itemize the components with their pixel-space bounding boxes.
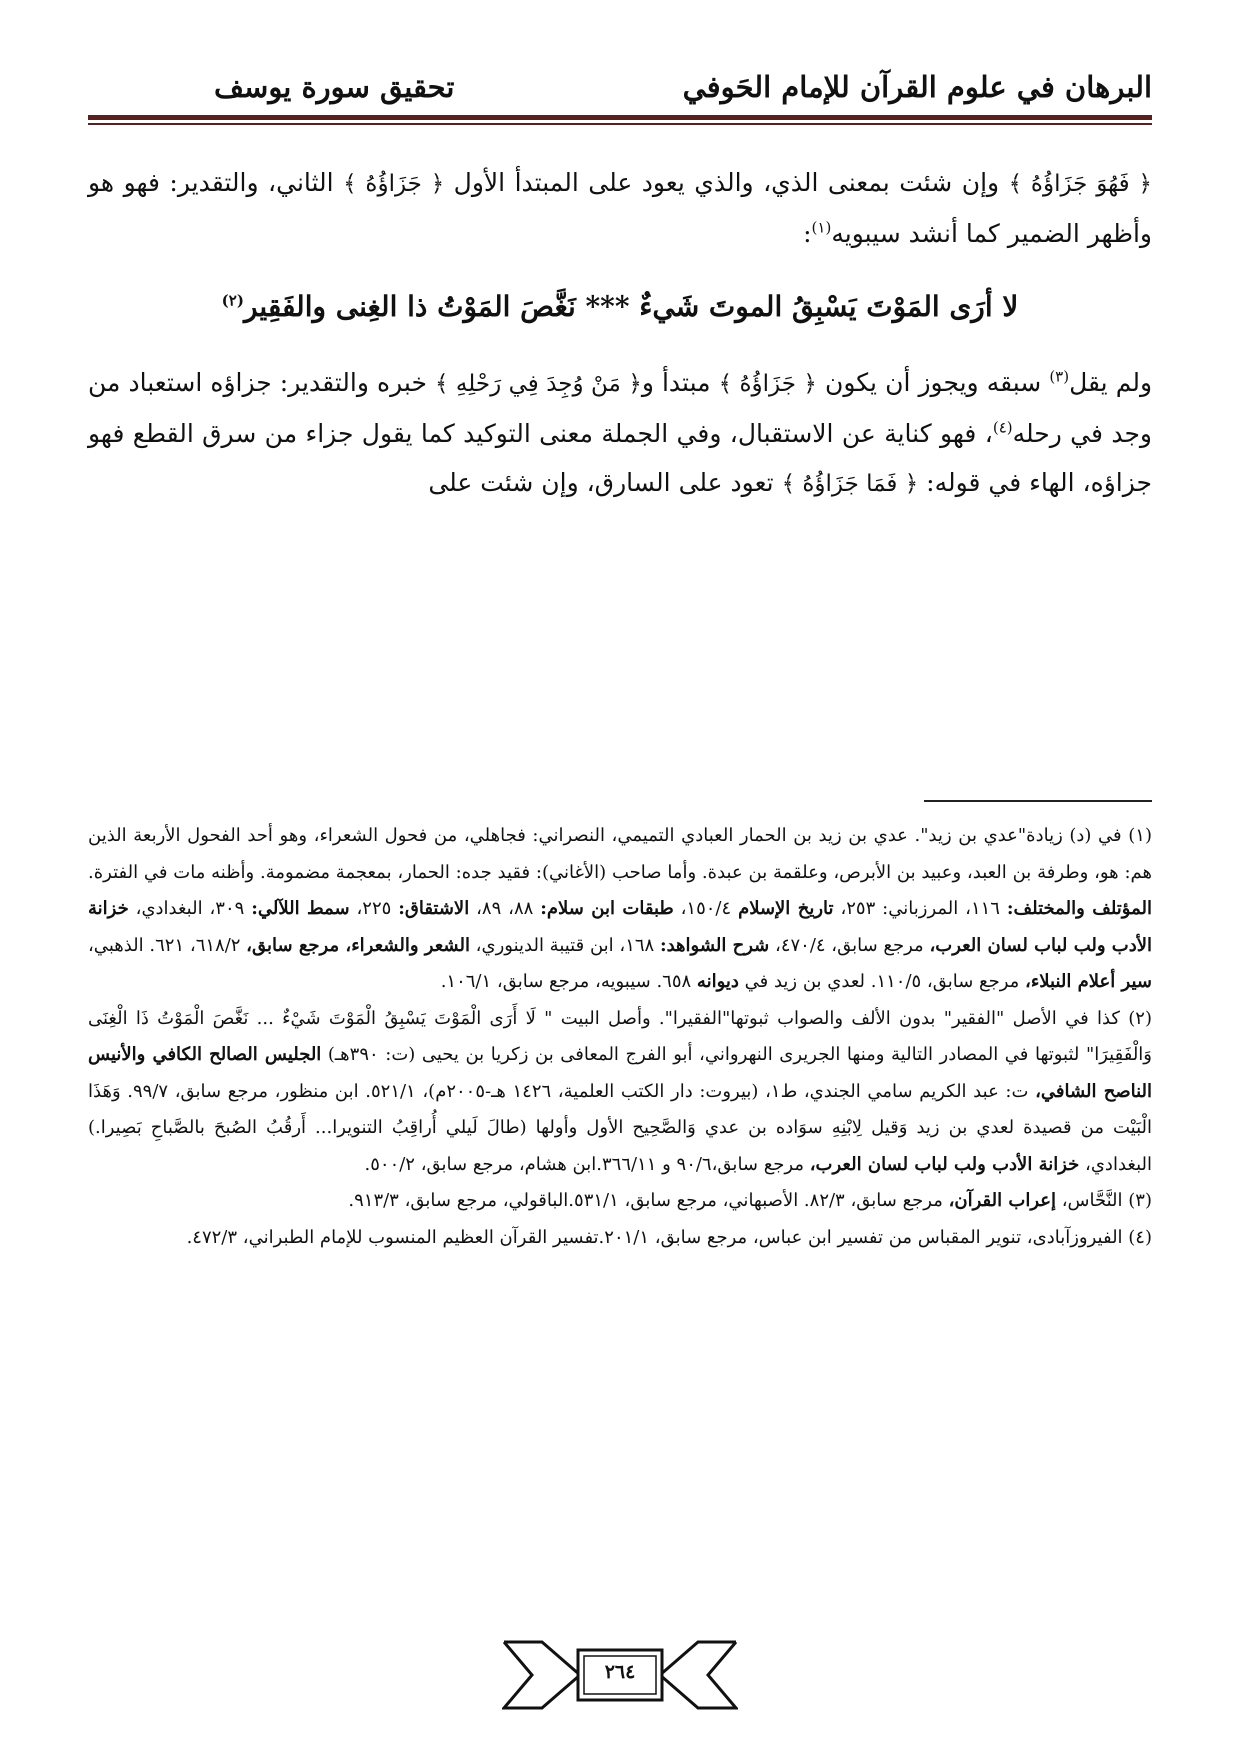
footnote-3	[88, 1183, 1152, 1220]
bold-reference: خزانة الأدب ولب لباب لسان العرب،	[809, 1153, 1080, 1175]
bold-reference: الجليس الصالح الكافي والأنيس الناصح الشافي،	[88, 1044, 1153, 1102]
footnote-marker: (٢)	[221, 291, 244, 310]
text-run: (٤) الفيروزآبادى، تنوير المقباس من تفسير ابن عباس، مرجع سابق، ٢٠١/١.تفسير القرآن العظيم المنسوب للإمام الطبراني، ٤٧٢/٣.	[186, 1226, 1152, 1248]
text-run: مرجع سابق، ١١٠/٥. لعدي بن زيد في	[738, 971, 1026, 992]
footnote-1	[88, 818, 1152, 1001]
text-run: ولم يقل	[1069, 368, 1153, 397]
page-number-ornament	[502, 1640, 738, 1710]
section-title: تحقيق سورة يوسف	[214, 70, 455, 104]
text-run: ١٥٠/٤،	[673, 898, 739, 919]
text-run: مرجع سابق، ٨٢/٣. الأصبهاني، مرجع سابق، ٥٣١/١.الباقولي، مرجع سابق، ٩١٣/٣.	[348, 1190, 949, 1211]
footnotes	[88, 818, 1152, 1256]
footnote-marker: (١)	[811, 218, 832, 237]
text-run: ت: عبد الكريم سامي الجندي، ط١، (بيروت: دار الكتب العلمية، ١٤٢٦ هـ-٢٠٠٥م)، ٥٢١/١. ابن منظور، مرجع سابق، ٩٩/٧. وَهَذَا الْبَيْت من قصيدة لعدي بن زيد وَقيل لِابْنِهِ سوَاده بن عدي وَالصَّحِيح الأول وأولها (طالَ لَيلي أُراقِبُ التنويرا... أَرقُبُ الصُبحَ بالصَّباحِ بَصِيرا.) البغدادي،	[88, 1080, 1153, 1175]
footnote-marker: (٤)	[992, 418, 1013, 437]
footnote-4	[88, 1220, 1152, 1257]
text-run: ٨٨، ٨٩،	[469, 898, 541, 919]
text-run: ٦٥٨. سيبويه، مرجع سابق، ١٠٦/١.	[440, 971, 697, 992]
paragraph-2	[88, 358, 1152, 509]
bold-reference: سمط اللآلي:	[251, 898, 350, 919]
bold-reference: الاشتقاق:	[398, 898, 470, 919]
page-number: ٢٦٤	[604, 1661, 636, 1683]
bold-reference: شرح الشواهد:	[659, 934, 770, 956]
quran-quote: ﴿ جَزَاؤُهُ ﴾	[718, 371, 817, 397]
paragraph-1	[88, 158, 1152, 258]
quran-quote: ﴿ مَنْ وُجِدَ فِي رَحْلِهِ ﴾	[434, 371, 642, 397]
text-run: خبره والتقدير: جزاؤه استعباد من وجد في رحله	[88, 368, 1152, 448]
bold-reference: ديوانه	[696, 971, 739, 992]
bold-reference: خزانة الأدب ولب لباب لسان العرب،	[88, 898, 1153, 956]
footnote-2	[88, 1001, 1152, 1184]
text-run: ١١٦، المرزباني: ٢٥٣،	[833, 898, 1007, 919]
bold-reference: إعراب القرآن،	[948, 1190, 1057, 1211]
text-run: وإن شئت بمعنى الذي، والذي يعود على المبتدأ الأول	[444, 168, 1009, 197]
text-run: (١) في (د) زيادة"عدي بن زيد". عدي بن زيد بن الحمار العبادي التميمي، النصراني: فجاهلي، من فحول الشعراء، وهو أحد الفحول الأربعة الذين هم: هو، وطرفة بن العبد، وعبيد بن الأبرص، وعلقمة بن عبدة. وأما صاحب (الأغاني): فقيد جده: الحمار، بمعجمة مضمومة. وأظنه مات في الفترة.	[88, 825, 1152, 883]
bold-reference: تاريخ الإسلام	[738, 898, 834, 919]
text-run: ، فهو كناية عن الاستقبال، وفي الجملة معنى التوكيد كما يقول جزاء من سرق القطع فهو جزاؤه، الهاء في قوله:	[88, 419, 1152, 497]
header-rule-thin	[88, 123, 1152, 125]
bold-reference: المؤتلف والمختلف:	[1006, 898, 1152, 919]
bold-reference: الشعر والشعراء، مرجع سابق،	[246, 934, 470, 956]
text-run: ٣٠٩، البغدادي،	[128, 898, 252, 919]
text-run: ٢٢٥،	[349, 898, 399, 919]
text-run: مرجع سابق، ٤٧٠/٤،	[769, 934, 930, 956]
bold-reference: طبقات ابن سلام:	[540, 898, 674, 919]
text-run: تعود على السارق، وإن شئت على	[428, 468, 782, 497]
text-run: الثاني، والتقدير: فهو هو وأظهر الضمير كما أنشد سيبويه	[88, 168, 1152, 248]
text-run: :	[803, 219, 812, 248]
text-run: مرجع سابق،٩٠/٦ و ٣٦٦/١١.ابن هشام، مرجع سابق، ٥٠٠/٢.	[364, 1153, 810, 1175]
main-text	[88, 158, 1152, 509]
footnote-separator	[924, 800, 1152, 802]
text-run: سبقه ويجوز أن يكون	[816, 368, 1050, 397]
text-run: مبتدأ و	[641, 368, 719, 397]
poetry-verse	[88, 282, 1152, 332]
text-run: ٦١٨/٢، ٦٢١. الذهبي،	[88, 934, 247, 956]
text-run: ١٦٨، ابن قتيبة الدينوري،	[469, 934, 660, 956]
quran-quote: ﴿ جَزَاؤُهُ ﴾	[343, 171, 445, 197]
text-run: (٣) النَّحَّاس،	[1056, 1190, 1152, 1211]
running-header	[88, 70, 1152, 114]
quran-quote: ﴿ فَهُوَ جَزَاؤُهُ ﴾	[1008, 171, 1152, 197]
quran-quote: ﴿ فَمَا جَزَاؤُهُ ﴾	[781, 471, 919, 497]
bold-reference: سير أعلام النبلاء،	[1025, 971, 1152, 992]
book-title: البرهان في علوم القرآن للإمام الحَوفي	[682, 70, 1152, 104]
footnote-marker: (٣)	[1049, 367, 1070, 386]
text-run: لا أرَى المَوْتَ يَسْبِقُ الموتَ شَيءٌ *** نَغَّصَ المَوْتُ ذا الغِنى والفَقِير	[243, 290, 1019, 323]
header-rule-thick	[88, 115, 1152, 120]
text-run: (٢) كذا في الأصل "الفقير" بدون الألف والصواب ثبوتها"الفقيرا". وأصل البيت " لَا أَرَى الْمَوْتَ يَسْبِقُ الْمَوْتَ شَيْءٌ ... نَغَّصَ الْمَوْتُ ذَا الْغِنَى وَالْفَقِيرَا" لثبوتها في المصادر التالية ومنها الجريرى النهرواني، أبو الفرج المعافى بن زكريا بن يحيى (ت: ٣٩٠هـ)	[88, 1007, 1152, 1065]
